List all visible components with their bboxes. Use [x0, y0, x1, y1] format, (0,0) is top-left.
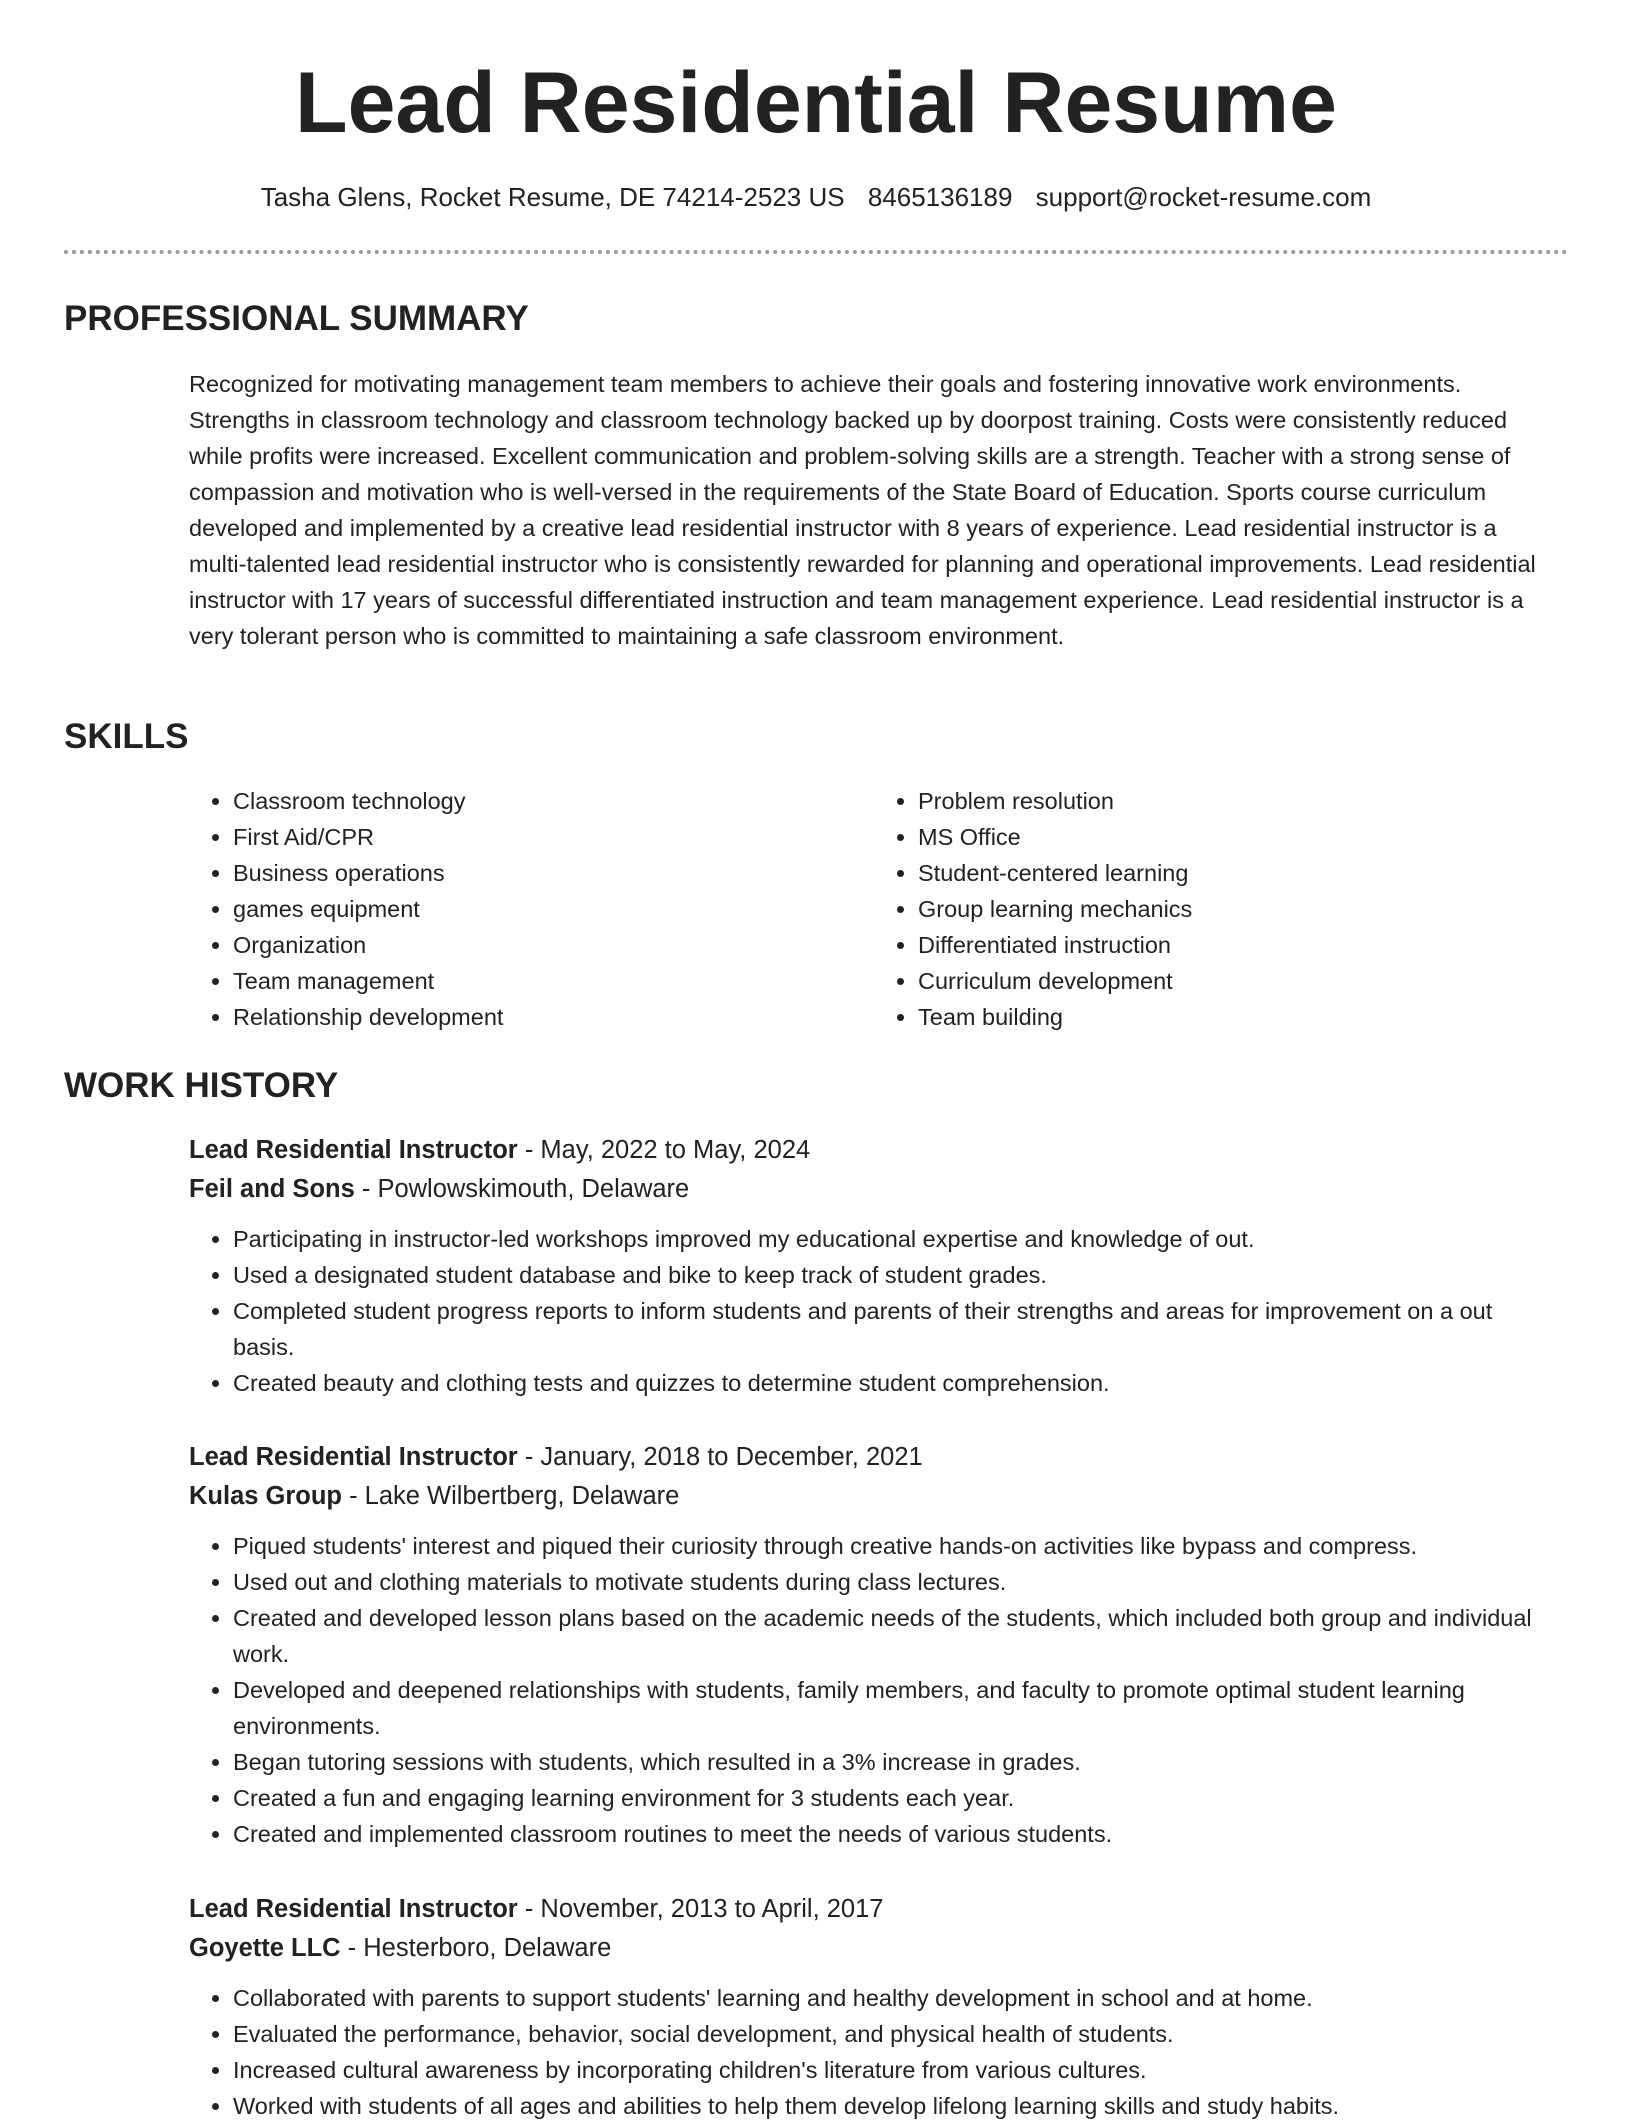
header-divider [64, 250, 1568, 254]
job-location: - Lake Wilbertberg, Delaware [342, 1482, 680, 1510]
resume-title: Lead Residential Resume [295, 55, 1337, 151]
job-company: Kulas Group [189, 1482, 343, 1510]
job-bullet: • Created a fun and engaging learning environment for 3 students each year. [233, 1780, 1559, 1816]
contact-address: Tasha Glens, Rocket Resume, DE 74214-2523 US [260, 182, 845, 212]
job-entry [189, 1438, 1559, 1852]
skill-item: • games equipment [233, 891, 874, 927]
job-bullet: • Piqued students' interest and piqued their curiosity through creative hands-on activities like bypass and compress. [233, 1528, 1559, 1564]
skill-item: • Relationship development [233, 999, 874, 1035]
job-bullets [189, 1221, 1559, 1401]
work-heading: WORK HISTORY [64, 1066, 339, 1105]
skill-item: • Problem resolution [918, 783, 1559, 819]
job-bullet: • Participating in instructor-led workshops improved my educational expertise and knowledge of out. [233, 1221, 1559, 1257]
job-entry [189, 1890, 1559, 2124]
job-company-line [189, 1477, 1559, 1516]
job-bullet: • Used a designated student database and bike to keep track of student grades. [233, 1257, 1559, 1293]
summary-text: Recognized for motivating management team members to achieve their goals and fostering innovative work environments. Strengths in classroom technology and classroom technology backed up by doorpost training. Costs were consistently reduced while profits were increased. Excellent communication and problem-solving skills are a strength. Teacher with a strong sense of compassion and motivation who is well-versed in the requirements of the State Board of Education. Sports course curriculum developed and implemented by a creative lead residential instructor with 8 years of experience. Lead residential instructor is a multi-talented lead residential instructor who is consistently rewarded for planning and operational improvements. Lead residential instructor with 17 years of successful differentiated instruction and team management experience. Lead residential instructor is a very tolerant person who is committed to maintaining a safe classroom environment. [189, 371, 1536, 649]
job-title-line [189, 1131, 1559, 1170]
skills-column-right [874, 783, 1559, 1035]
skill-item: • Group learning mechanics [918, 891, 1559, 927]
job-company-line [189, 1929, 1559, 1968]
contact-phone: 8465136189 [867, 182, 1013, 212]
skill-item: • Team building [918, 999, 1559, 1035]
skill-item: • First Aid/CPR [233, 819, 874, 855]
job-title-line [189, 1438, 1559, 1477]
job-bullet: • Collaborated with parents to support students' learning and healthy development in school and at home. [233, 1980, 1559, 2016]
skill-item: • Differentiated instruction [918, 927, 1559, 963]
skills-column-left [189, 783, 874, 1035]
job-title: Lead Residential Instructor [189, 1443, 518, 1471]
job-bullets [189, 1980, 1559, 2124]
job-bullet: • Created and developed lesson plans based on the academic needs of the students, which included both group and individual work. [233, 1600, 1559, 1672]
skill-item: • MS Office [918, 819, 1559, 855]
job-company: Feil and Sons [189, 1175, 355, 1203]
job-dates: - January, 2018 to December, 2021 [517, 1443, 923, 1471]
job-location: - Hesterboro, Delaware [340, 1934, 612, 1962]
job-bullet: • Worked with students of all ages and abilities to help them develop lifelong learning skills and study habits. [233, 2088, 1559, 2124]
contact-email: support@rocket-resume.com [1035, 182, 1372, 212]
job-bullets [189, 1528, 1559, 1852]
job-location: - Powlowskimouth, Delaware [354, 1175, 690, 1203]
job-title: Lead Residential Instructor [189, 1136, 518, 1164]
skills-heading: SKILLS [64, 717, 189, 756]
skills-list [189, 783, 1559, 1035]
skill-item: • Classroom technology [233, 783, 874, 819]
skill-item: • Business operations [233, 855, 874, 891]
job-company: Goyette LLC [189, 1934, 341, 1962]
job-company-line [189, 1170, 1559, 1209]
skill-item: • Student-centered learning [918, 855, 1559, 891]
job-title-line [189, 1890, 1559, 1929]
job-bullet: • Created and implemented classroom routines to meet the needs of various students. [233, 1816, 1559, 1852]
job-bullet: • Used out and clothing materials to motivate students during class lectures. [233, 1564, 1559, 1600]
job-dates: - May, 2022 to May, 2024 [517, 1136, 811, 1164]
skill-item: • Team management [233, 963, 874, 999]
job-bullet: • Developed and deepened relationships with students, family members, and faculty to promote optimal student learning environments. [233, 1672, 1559, 1744]
job-bullet: • Created beauty and clothing tests and quizzes to determine student comprehension. [233, 1365, 1559, 1401]
job-bullet: • Began tutoring sessions with students, which resulted in a 3% increase in grades. [233, 1744, 1559, 1780]
job-bullet: • Completed student progress reports to inform students and parents of their strengths and areas for improvement on a out basis. [233, 1293, 1559, 1365]
skill-item: • Organization [233, 927, 874, 963]
skill-item: • Curriculum development [918, 963, 1559, 999]
summary-heading: PROFESSIONAL SUMMARY [64, 299, 529, 338]
contact-line [0, 182, 1632, 213]
job-entry [189, 1131, 1559, 1401]
job-bullet: • Evaluated the performance, behavior, social development, and physical health of students. [233, 2016, 1559, 2052]
job-dates: - November, 2013 to April, 2017 [517, 1895, 884, 1923]
job-bullet: • Increased cultural awareness by incorporating children's literature from various cultures. [233, 2052, 1559, 2088]
job-title: Lead Residential Instructor [189, 1895, 518, 1923]
